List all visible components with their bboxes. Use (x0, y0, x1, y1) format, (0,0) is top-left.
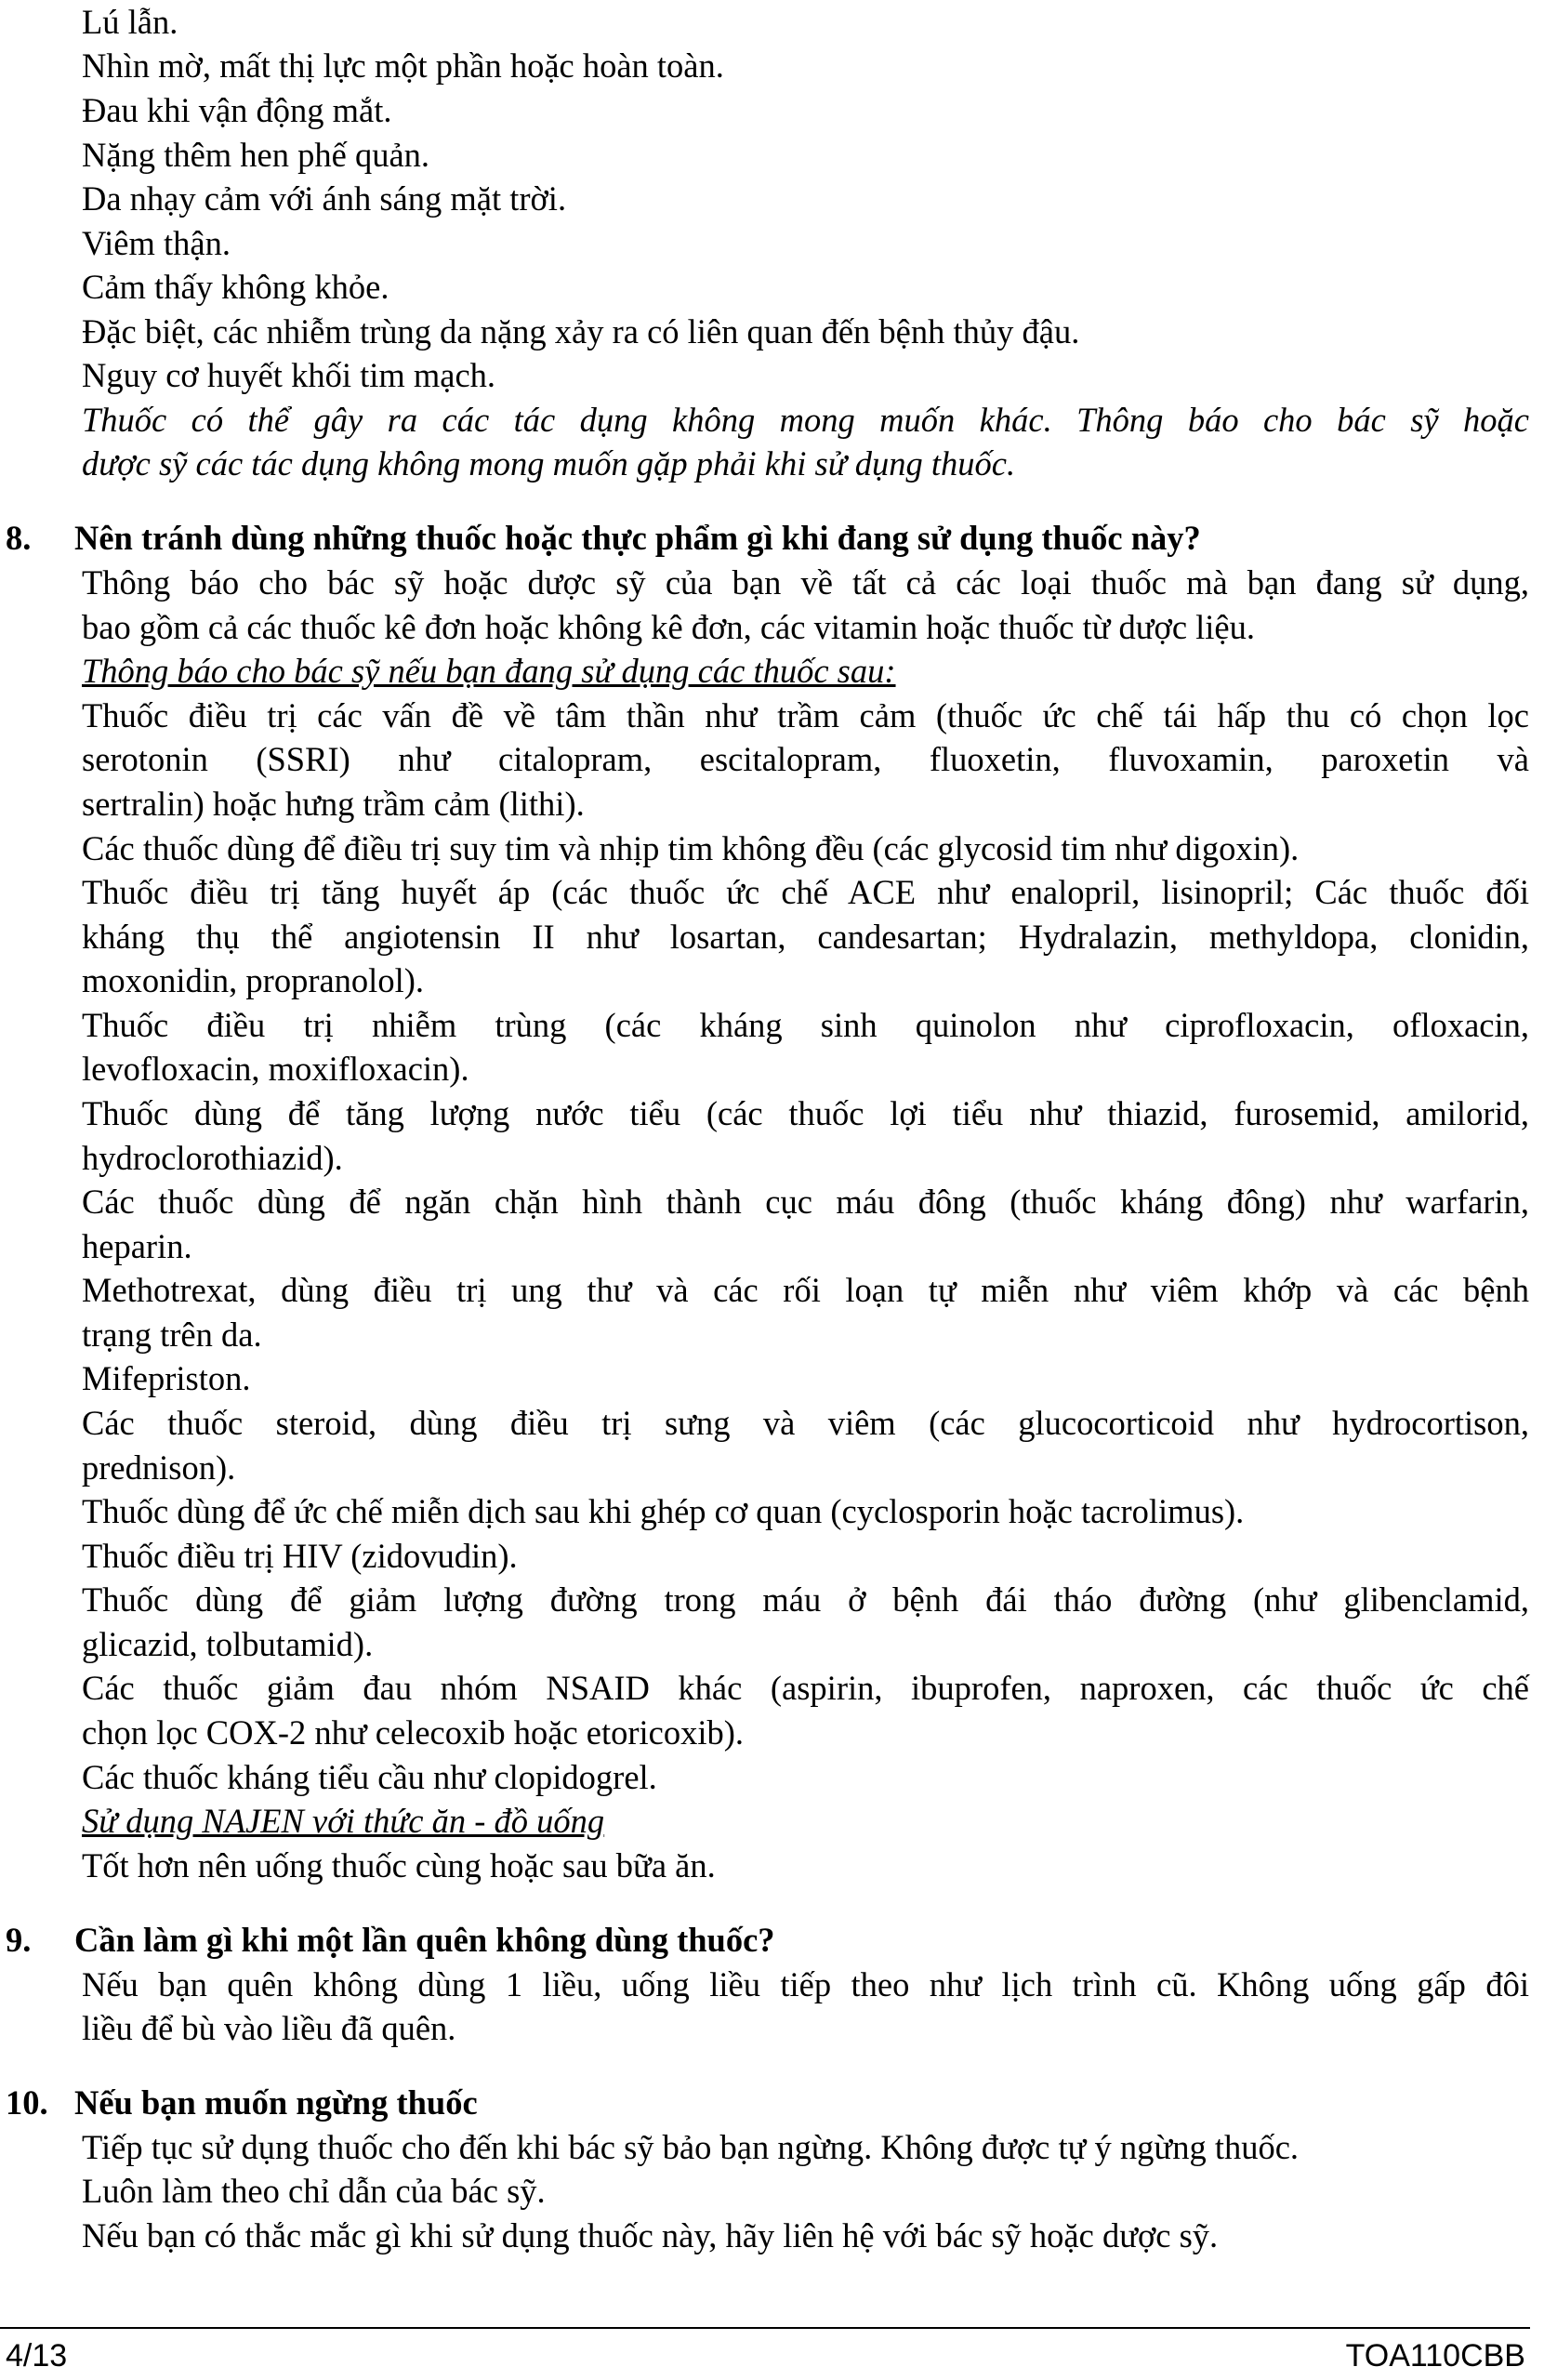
section-8-subheading: Thông báo cho bác sỹ nếu bạn đang sử dụng các thuốc sau: (82, 652, 896, 690)
side-effect-line: Viêm thận. (82, 224, 231, 262)
interaction-line: hydroclorothiazid). (82, 1139, 343, 1177)
section-8-number: 8. (6, 519, 32, 557)
food-text: Tốt hơn nên uống thuốc cùng hoặc sau bữa ăn. (82, 1846, 716, 1884)
interaction-line: Thuốc dùng để giảm lượng đường trong máu ở bệnh đái tháo đường (như glibenclamid, (82, 1580, 1529, 1619)
document-code: TOA110CBB (1345, 2338, 1525, 2373)
interaction-line: Thuốc điều trị tăng huyết áp (các thuốc ức chế ACE như enalopril, lisinopril; Các thuốc đối (82, 873, 1529, 911)
interaction-line: Methotrexat, dùng điều trị ung thư và các rối loạn tự miễn như viêm khớp và các bệnh (82, 1271, 1529, 1309)
section-8-intro: bao gồm cả các thuốc kê đơn hoặc không kê đơn, các vitamin hoặc thuốc từ dược liệu. (82, 608, 1256, 646)
side-effect-note: Thuốc có thể gây ra các tác dụng không mong muốn khác. Thông báo cho bác sỹ hoặc (82, 401, 1529, 439)
interaction-line: Mifepriston. (82, 1359, 251, 1397)
interaction-line: kháng thụ thể angiotensin II như losartan, candesartan; Hydralazin, methyldopa, clonidin, (82, 918, 1529, 956)
side-effect-line: Lú lẫn. (82, 3, 178, 41)
side-effect-note: dược sỹ các tác dụng không mong muốn gặp phải khi sử dụng thuốc. (82, 444, 1016, 483)
interaction-line: heparin. (82, 1227, 192, 1265)
interaction-line: Thuốc điều trị các vấn đề về tâm thần như trầm cảm (thuốc ức chế tái hấp thu có chọn lọc (82, 696, 1529, 734)
side-effect-line: Nhìn mờ, mất thị lực một phần hoặc hoàn toàn. (82, 46, 724, 85)
section-8-title: Nên tránh dùng những thuốc hoặc thực phẩm gì khi đang sử dụng thuốc này? (74, 519, 1201, 557)
interaction-line: Các thuốc dùng để điều trị suy tim và nhịp tim không đều (các glycosid tim như digoxin). (82, 829, 1300, 867)
food-subheading: Sử dụng NAJEN với thức ăn - đồ uống (82, 1802, 605, 1840)
side-effect-line: Nặng thêm hen phế quản. (82, 136, 430, 174)
section-9-title: Cần làm gì khi một lần quên không dùng thuốc? (74, 1921, 775, 1959)
side-effect-line: Cảm thấy không khỏe. (82, 268, 389, 306)
page-number: 4/13 (6, 2338, 68, 2373)
interaction-line: Thuốc dùng để tăng lượng nước tiểu (các thuốc lợi tiểu như thiazid, furosemid, amilorid, (82, 1094, 1529, 1132)
footer-divider (0, 2327, 1530, 2329)
section-10-number: 10. (6, 2083, 48, 2122)
side-effect-line: Da nhạy cảm với ánh sáng mặt trời. (82, 179, 567, 218)
side-effect-line: Đau khi vận động mắt. (82, 91, 392, 129)
interaction-line: serotonin (SSRI) như citalopram, escitalopram, fluoxetin, fluvoxamin, paroxetin và (82, 740, 1529, 778)
interaction-line: chọn lọc COX-2 như celecoxib hoặc etoricoxib). (82, 1713, 745, 1752)
section-9-text: liều để bù vào liều đã quên. (82, 2009, 456, 2047)
interaction-line: prednison). (82, 1448, 236, 1487)
interaction-line: moxonidin, propranolol). (82, 961, 424, 999)
interaction-line: Thuốc điều trị HIV (zidovudin). (82, 1537, 518, 1575)
interaction-line: sertralin) hoặc hưng trầm cảm (lithi). (82, 785, 585, 823)
section-10-title: Nếu bạn muốn ngừng thuốc (74, 2083, 478, 2122)
section-9-text: Nếu bạn quên không dùng 1 liều, uống liều tiếp theo như lịch trình cũ. Không uống gấp đôi (82, 1965, 1529, 2003)
interaction-line: Các thuốc dùng để ngăn chặn hình thành cục máu đông (thuốc kháng đông) như warfarin, (82, 1183, 1529, 1221)
section-10-text: Tiếp tục sử dụng thuốc cho đến khi bác sỹ bảo bạn ngừng. Không được tự ý ngừng thuốc. (82, 2128, 1300, 2166)
side-effect-line: Đặc biệt, các nhiễm trùng da nặng xảy ra có liên quan đến bệnh thủy đậu. (82, 312, 1080, 350)
interaction-line: trạng trên da. (82, 1316, 262, 1354)
section-10-text: Luôn làm theo chỉ dẫn của bác sỹ. (82, 2172, 546, 2210)
interaction-line: glicazid, tolbutamid). (82, 1625, 374, 1663)
interaction-line: Các thuốc giảm đau nhóm NSAID khác (aspirin, ibuprofen, naproxen, các thuốc ức chế (82, 1669, 1529, 1707)
section-8-intro: Thông báo cho bác sỹ hoặc dược sỹ của bạn về tất cả các loại thuốc mà bạn đang sử dụng, (82, 563, 1529, 602)
interaction-line: Các thuốc kháng tiểu cầu như clopidogrel. (82, 1758, 657, 1796)
interaction-line: levofloxacin, moxifloxacin). (82, 1050, 469, 1088)
interaction-line: Các thuốc steroid, dùng điều trị sưng và viêm (các glucocorticoid như hydrocortison, (82, 1404, 1529, 1442)
section-10-text: Nếu bạn có thắc mắc gì khi sử dụng thuốc này, hãy liên hệ với bác sỹ hoặc dược sỹ. (82, 2216, 1219, 2254)
section-9-number: 9. (6, 1921, 32, 1959)
interaction-line: Thuốc điều trị nhiễm trùng (các kháng sinh quinolon như ciprofloxacin, ofloxacin, (82, 1006, 1529, 1044)
side-effect-line: Nguy cơ huyết khối tim mạch. (82, 356, 496, 394)
interaction-line: Thuốc dùng để ức chế miễn dịch sau khi ghép cơ quan (cyclosporin hoặc tacrolimus). (82, 1492, 1245, 1530)
